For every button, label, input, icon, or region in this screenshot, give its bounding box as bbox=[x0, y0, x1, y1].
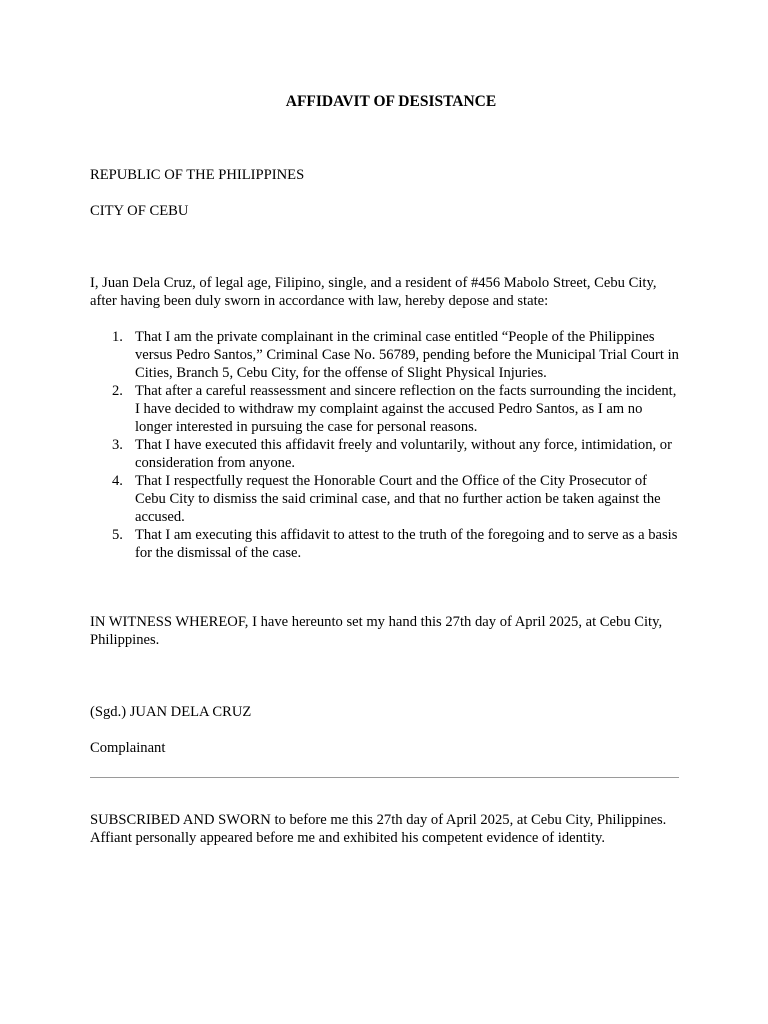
list-item bbox=[90, 526, 680, 562]
witness-paragraph: IN WITNESS WHEREOF, I have hereunto set my hand this 27th day of April 2025, at Cebu City, Philippines. bbox=[90, 614, 663, 648]
list-item bbox=[90, 436, 680, 472]
section-divider bbox=[90, 777, 679, 778]
list-item bbox=[90, 328, 680, 382]
intro-paragraph: I, Juan Dela Cruz, of legal age, Filipino, single, and a resident of #456 Mabolo Street, Cebu City, after having been duly sworn in accordance with law, hereby depose and state: bbox=[90, 275, 657, 309]
list-item-number: 1. bbox=[112, 329, 123, 345]
list-item-text: That I am executing this affidavit to attest to the truth of the foregoing and to serve as a basis for the dismissal of the case. bbox=[135, 527, 678, 561]
venue-republic: REPUBLIC OF THE PHILIPPINES bbox=[90, 167, 305, 183]
list-item bbox=[90, 472, 680, 526]
list-item-number: 3. bbox=[112, 437, 123, 453]
venue-city: CITY OF CEBU bbox=[90, 203, 189, 219]
document-title: AFFIDAVIT OF DESISTANCE bbox=[285, 93, 497, 110]
list-item-number: 2. bbox=[112, 383, 123, 399]
list-item-text: That I am the private complainant in the criminal case entitled “People of the Philippines versus Pedro Santos,” Criminal Case No. 56789, pending before the Municipal Trial Court in Cities, Branch 5, Cebu City, for the offense of Slight Physical Injuries. bbox=[135, 329, 679, 381]
signature-name: (Sgd.) JUAN DELA CRUZ bbox=[90, 704, 252, 720]
list-item-number: 4. bbox=[112, 473, 123, 489]
signature-role: Complainant bbox=[90, 740, 166, 756]
list-item-text: That I have executed this affidavit freely and voluntarily, without any force, intimidation, or consideration from anyone. bbox=[135, 437, 672, 471]
statement-list bbox=[90, 328, 680, 562]
list-item-text: That after a careful reassessment and sincere reflection on the facts surrounding the incident, I have decided to withdraw my complaint against the accused Pedro Santos, as I am no longer interested in pursuing the case for personal reasons. bbox=[135, 383, 677, 435]
list-item-number: 5. bbox=[112, 527, 123, 543]
list-item bbox=[90, 382, 680, 436]
jurat-paragraph: SUBSCRIBED AND SWORN to before me this 27th day of April 2025, at Cebu City, Philippines. Affiant personally appeared before me and exhibited his competent evidence of identity. bbox=[90, 812, 667, 846]
list-item-text: That I respectfully request the Honorable Court and the Office of the City Prosecutor of Cebu City to dismiss the said criminal case, and that no further action be taken against the accused. bbox=[135, 473, 661, 525]
